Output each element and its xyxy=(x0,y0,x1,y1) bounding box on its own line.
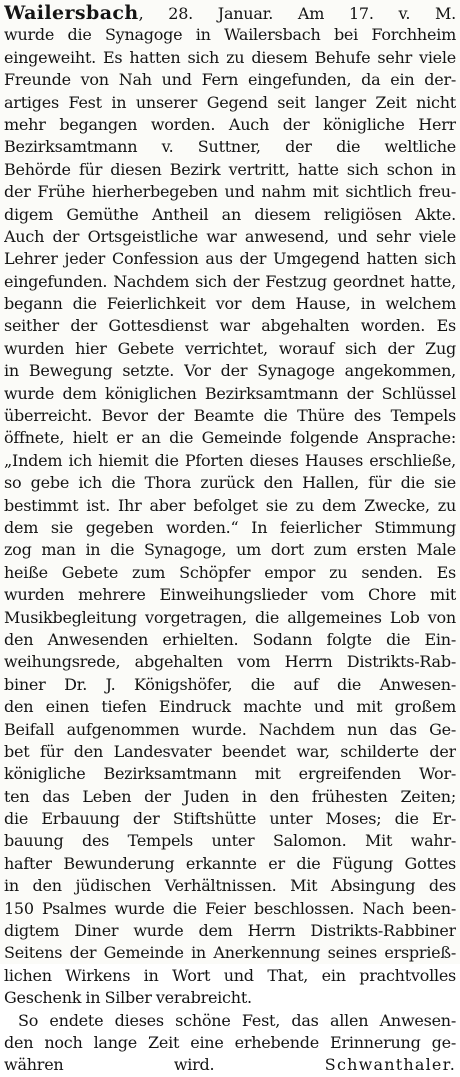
article-line: den noch lange Zeit eine erhebende Erinnerung ge- xyxy=(4,1032,456,1052)
article-line: 150 Psalmes wurde die Feier beschlossen. Nach been- xyxy=(4,898,456,918)
article-line: Bezirksamtmann v. Suttner, der die weltliche xyxy=(4,137,456,157)
article-line: bet für den Landesvater beendet war, schilderte der xyxy=(4,741,456,761)
article-line: digem Gemüthe Antheil an diesem religiösen Akte. xyxy=(4,204,456,224)
article-line: biner Dr. J. Königshöfer, die auf die Anwesen- xyxy=(4,674,456,694)
article-line: Auch der Ortsgeistliche war anwesend, und sehr viele xyxy=(4,226,456,246)
article-line: ten das Leben der Juden in den frühesten Zeiten; xyxy=(4,786,456,806)
article-line: Seitens der Gemeinde in Anerkennung seines ersprieß- xyxy=(4,943,456,963)
article-line: bestimmt ist. Ihr aber befolget sie zu dem Zwecke, zu xyxy=(4,495,456,515)
article-line: wurden hier Gebete verrichtet, worauf sich der Zug xyxy=(4,338,456,358)
article-line: „Indem ich hiemit die Pforten dieses Hauses erschließe, xyxy=(4,450,456,470)
article-line: Freunde von Nah und Fern eingefunden, da ein der- xyxy=(4,70,456,90)
article-line: die Erbauung der Stiftshütte unter Moses; die Er- xyxy=(4,809,456,829)
article-line: den Anwesenden erhielten. Sodann folgte die Ein- xyxy=(4,629,456,649)
article-line: bauung des Tempels unter Salomon. Mit wahr- xyxy=(4,831,456,851)
article-line: in Bewegung setzte. Vor der Synagoge angekommen, xyxy=(4,361,456,381)
article-line: weihungsrede, abgehalten vom Herrn Distrikts-Rab- xyxy=(4,652,456,672)
article-line: zog man in die Synagoge, um dort zum ersten Male xyxy=(4,540,456,560)
article-line: wurde dem königlichen Bezirksamtmann der Schlüssel xyxy=(4,383,456,403)
article-line: mehr begangen worden. Auch der königliche Herr xyxy=(4,114,456,134)
newspaper-article xyxy=(4,2,456,1077)
article-line: königliche Bezirksamtmann mit ergreifenden Wor- xyxy=(4,764,456,784)
article-line: eingefunden. Nachdem sich der Festzug geordnet hatte, xyxy=(4,271,456,291)
article-line: hafter Bewunderung erkannte er die Fügung Gottes xyxy=(4,853,456,873)
article-line: Geschenk in Silber verabreicht. xyxy=(4,988,252,1008)
article-line: seither der Gottesdienst war abgehalten worden. Es xyxy=(4,316,456,336)
article-line: Beifall aufgenommen wurde. Nachdem nun das Ge- xyxy=(4,719,456,739)
place-headline: Wailersbach xyxy=(4,2,139,24)
article-line: Lehrer jeder Confession aus der Umgegend hatten sich xyxy=(4,249,456,269)
closing-text: währen wird. xyxy=(4,1055,215,1075)
author-signature: Schwanthaler. xyxy=(324,1055,456,1075)
article-line: den einen tiefen Eindruck machte und mit großem xyxy=(4,697,456,717)
article-line: heiße Gebete zum Schöpfer empor zu senden. Es xyxy=(4,562,456,582)
article-line: lichen Wirkens in Wort und That, ein prachtvolles xyxy=(4,965,456,985)
article-line: Musikbegleitung vorgetragen, die allgemeines Lob von xyxy=(4,607,456,627)
article-line xyxy=(4,2,456,24)
article-line: Behörde für diesen Bezirk vertritt, hatte sich schon in xyxy=(4,159,456,179)
article-line: begann die Feierlichkeit vor dem Hause, in welchem xyxy=(4,294,456,314)
article-line: in den jüdischen Verhältnissen. Mit Absingung des xyxy=(4,876,456,896)
article-line: eingeweiht. Es hatten sich zu diesem Behufe sehr viele xyxy=(4,47,456,67)
article-line: überreicht. Bevor der Beamte die Thüre des Tempels xyxy=(4,406,456,426)
article-line: So endete dieses schöne Fest, das allen Anwesen- xyxy=(18,1010,456,1030)
closing-line xyxy=(4,1054,456,1076)
article-line: wurde die Synagoge in Wailersbach bei Forchheim xyxy=(4,25,456,45)
article-line: dem sie gegeben worden.“ In feierlicher Stimmung xyxy=(4,517,456,537)
article-line: digtem Diner wurde dem Herrn Distrikts-Rabbiner xyxy=(4,921,456,941)
article-line: artiges Fest in unserer Gegend seit langer Zeit nicht xyxy=(4,92,456,112)
article-line: öffnete, hielt er an die Gemeinde folgende Ansprache: xyxy=(4,428,456,448)
article-line: wurden mehrere Einweihungslieder vom Chore mit xyxy=(4,585,456,605)
article-line: so gebe ich die Thora zurück den Hallen, für die sie xyxy=(4,473,456,493)
dateline-text: , 28. Januar. Am 17. v. M. xyxy=(138,4,456,23)
article-line: der Frühe hierherbegeben und nahm mit sichtlich freu- xyxy=(4,182,456,202)
